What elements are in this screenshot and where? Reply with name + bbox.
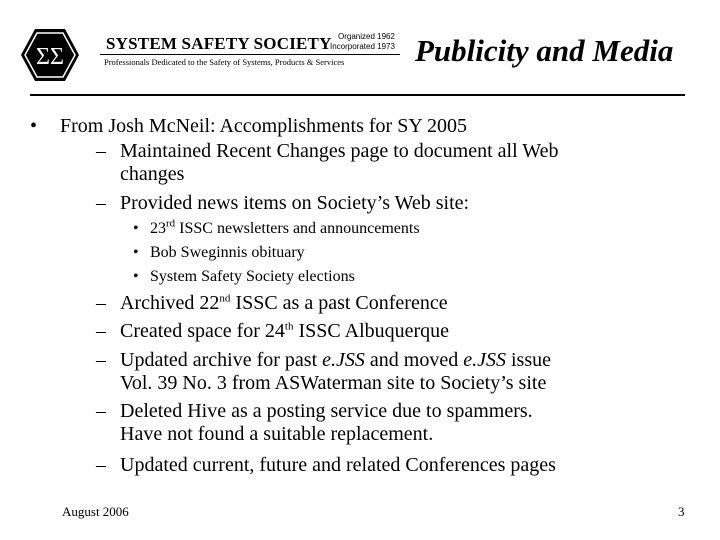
sub-bullet: • [133,268,139,285]
dash: – [96,292,106,314]
item-5: Updated archive for past e.JSS and moved e.JSS issue Vol. 39 No. 3 from ASWaterman site to Society’s site [120,349,551,394]
sub-item-1: 23rd ISSC newsletters and announcements [150,217,420,237]
item-2: Provided news items on Society’s Web site: [120,192,470,214]
item-1: Maintained Recent Changes page to document all Web changes [120,140,559,185]
incorporated: Incorporated 1973 [330,42,395,51]
item-6: Deleted Hive as a posting service due to spammers. Have not found a suitable replacement. [120,400,533,445]
header-divider [100,54,400,55]
footer-date: August 2006 [62,504,129,519]
svg-text:ΣΣ: ΣΣ [36,44,64,70]
organized: Organized 1962 [338,32,395,41]
sub-bullet: • [133,220,139,237]
dash: – [96,140,106,162]
item-3: Archived 22nd ISSC as a past Conference [120,292,448,314]
sub-bullet: • [133,244,139,261]
slide-title: Publicity and Media [415,33,674,68]
main-point: From Josh McNeil: Accomplishments for SY 2005 [60,115,468,137]
org-dates [330,32,395,52]
dash: – [96,192,106,214]
item-7: Updated current, future and related Conferences pages [120,454,556,476]
dash: – [96,320,106,342]
sub-item-3: System Safety Society elections [150,268,355,285]
sub-item-2: Bob Sweginnis obituary [150,244,305,261]
society-logo [20,28,80,82]
item-4: Created space for 24th ISSC Albuquerque [120,320,450,342]
title-rule [30,94,685,96]
dash: – [96,454,106,476]
page-number: 3 [678,504,685,519]
dash: – [96,349,106,371]
org-name: SYSTEM SAFETY SOCIETY [106,34,332,53]
dash: – [96,400,106,422]
bullet: • [30,115,38,137]
org-tagline: Professionals Dedicated to the Safety of Systems, Products & Services [104,57,345,67]
